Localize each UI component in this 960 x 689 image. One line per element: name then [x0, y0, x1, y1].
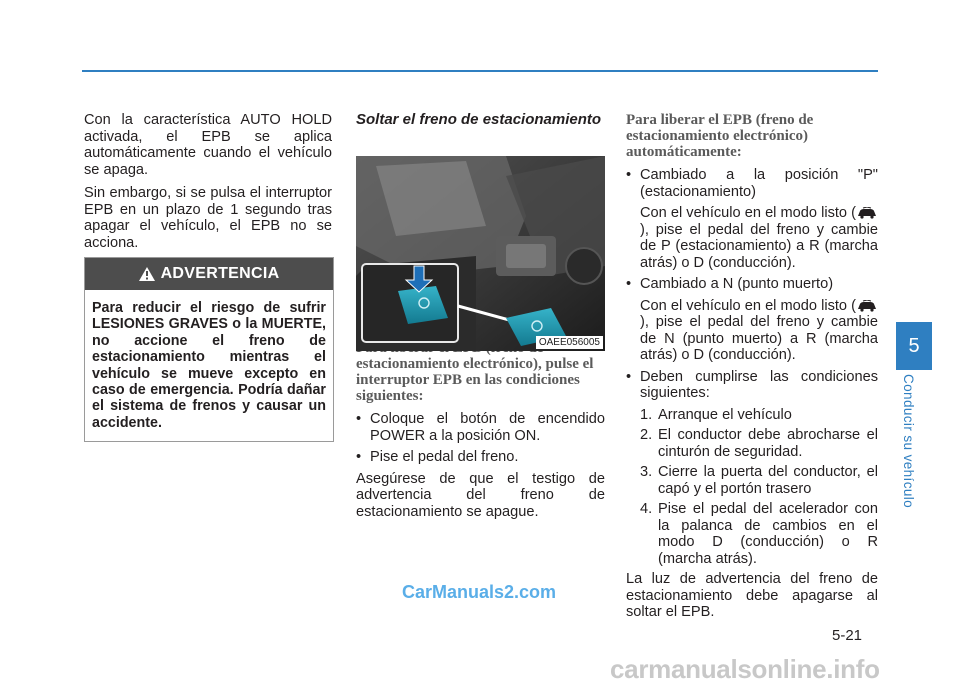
column-3: [626, 112, 878, 628]
sub-text-a: Con el vehículo en el modo listo (: [640, 297, 856, 314]
list-item: [626, 167, 878, 200]
chapter-title-wrap: [898, 374, 918, 514]
step-text: Arranque el vehículo: [658, 406, 792, 423]
sub-text-b: ), pise el pedal del freno y cambie de N (punto muerto) a R (marcha atrás) o D (conducción).: [640, 314, 878, 363]
paragraph-epb-switch: Sin embargo, si se pulsa el interruptor EPB en un plazo de 1 segundo tras apagar el vehículo, el EPB no se acciona.: [84, 185, 332, 251]
warning-title: ADVERTENCIA: [160, 265, 280, 282]
numbered-item: [640, 407, 878, 424]
list-item-text: Deben cumplirse las condiciones siguientes:: [640, 368, 878, 401]
list-item-text: Cambiado a N (punto muerto): [640, 276, 834, 292]
list-item: [356, 411, 605, 444]
release-subheading: estacionamiento electrónico), pulse el interruptor EPB en las condiciones siguientes:: [356, 356, 594, 404]
numbered-item: [640, 464, 878, 497]
step-number: 4.: [640, 501, 653, 517]
sub-text-b: ), pise el pedal del freno y cambie de P (estacionamiento) a R (marcha atrás) o D (conducción).: [640, 221, 878, 271]
bullet-dot: •: [626, 276, 632, 292]
sub-text-a: Con el vehículo en el modo listo (: [640, 205, 856, 221]
bullet-dot: •: [626, 167, 632, 183]
warning-triangle-icon: [139, 267, 155, 281]
watermark-top[interactable]: CarManuals2.com: [402, 582, 557, 602]
paragraph-auto-hold: Con la característica AUTO HOLD activada, el EPB se aplica automáticamente cuando el vehículo se apaga.: [84, 112, 332, 178]
list-item: [356, 449, 605, 466]
list-item: [626, 369, 878, 402]
console-illustration: [356, 156, 605, 351]
list-item-text: Cambiado a la posición "P" (estacionamiento): [640, 167, 878, 200]
auto-release-heading: Para liberar el EPB (freno de estacionamiento electrónico) automáticamente:: [626, 112, 814, 160]
chapter-tab: 5: [896, 322, 932, 370]
sub-paragraph: [640, 205, 878, 271]
step-number: 2.: [640, 427, 653, 443]
step-text: Pise el pedal del acelerador con la palanca de cambios en el modo D (conducción) o R (marcha atrás).: [658, 501, 878, 567]
list-item: [626, 276, 878, 293]
chapter-title: Conducir su vehículo: [901, 374, 916, 509]
step-number: 1.: [640, 406, 653, 423]
paragraph-warning-light: Asegúrese de que el testigo de advertencia del freno de estacionamiento se apague.: [356, 470, 605, 520]
page-number: 5-21: [832, 627, 863, 644]
epb-switch-photo: [356, 156, 605, 351]
warning-text: Para reducir el riesgo de sufrir LESIONES GRAVES o la MUERTE, no accione el freno de estacionamiento mientras el vehículo se mueve excepto en caso de emergencia. Podría dañar el sistema de frenos y causar un accidente.: [92, 300, 326, 431]
ready-car-icon: [856, 207, 878, 219]
sub-paragraph: [640, 298, 878, 364]
paragraph-release-light: La luz de advertencia del freno de estacionamiento debe apagarse al soltar el EPB.: [626, 571, 878, 620]
step-text: El conductor debe abrocharse el cinturón de seguridad.: [658, 427, 878, 460]
header-rule: [82, 70, 878, 72]
image-code: OAEE056005: [536, 336, 603, 349]
step-number: 3.: [640, 464, 653, 480]
section-heading: Soltar el freno de estacionamiento: [356, 111, 602, 128]
bullet-dot: •: [356, 411, 362, 427]
bullet-dot: •: [626, 368, 632, 385]
ready-car-icon: [856, 300, 878, 312]
step-text: Cierre la puerta del conductor, el capó y el portón trasero: [658, 464, 878, 497]
watermark-bottom[interactable]: carmanualsonline.info: [610, 654, 880, 684]
warning-header: [85, 258, 333, 290]
numbered-item: [640, 501, 878, 567]
bullet-dot: •: [356, 449, 362, 465]
warning-box: [84, 257, 334, 442]
numbered-item: [640, 427, 878, 460]
column-1: [84, 112, 332, 258]
list-item-text: Pise el pedal del freno.: [370, 449, 519, 465]
list-item-text: Coloque el botón de encendido POWER a la posición ON.: [370, 411, 605, 444]
